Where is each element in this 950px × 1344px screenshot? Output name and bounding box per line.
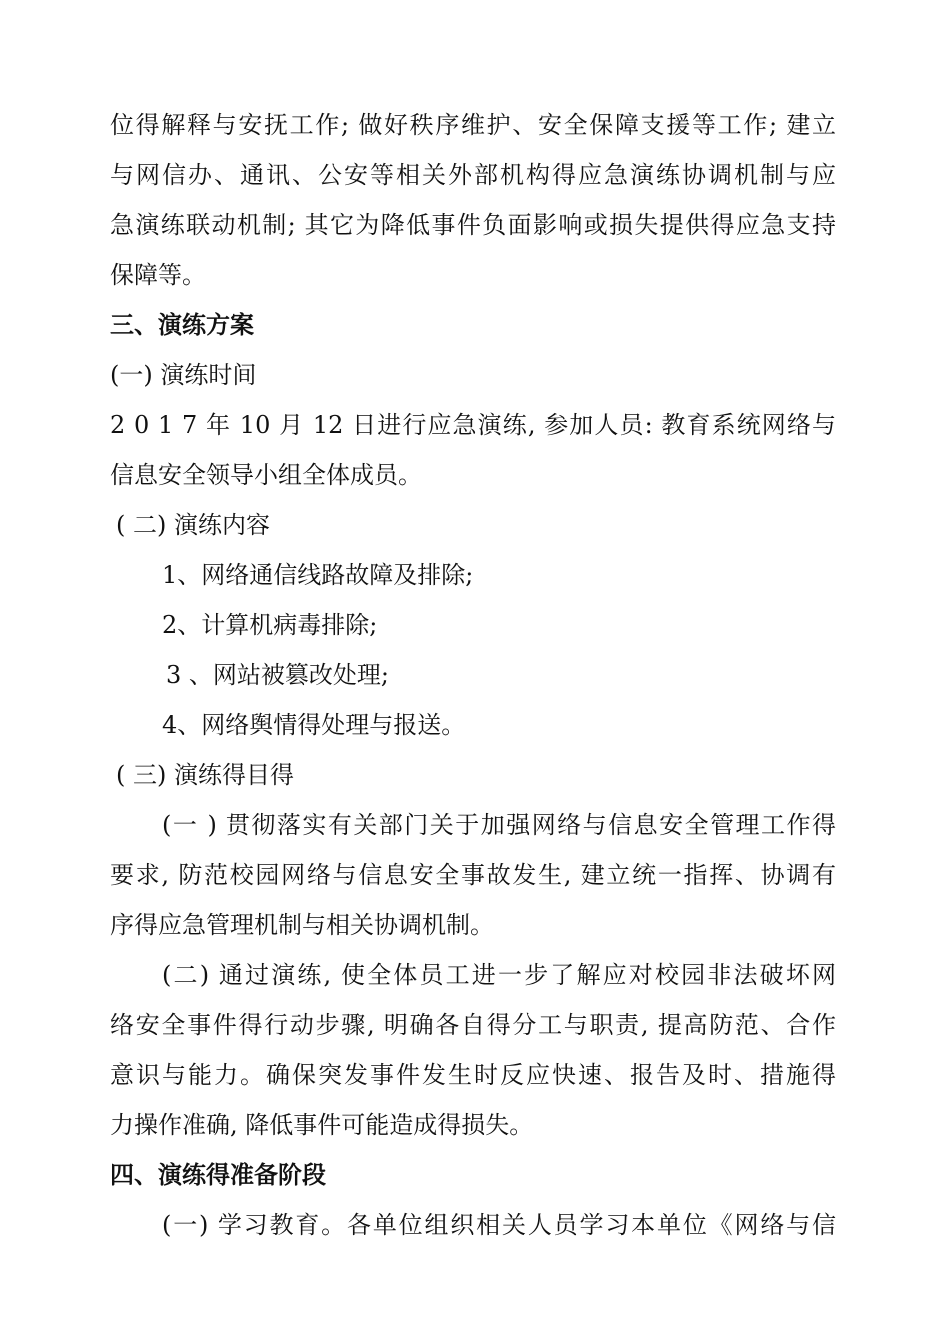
subsection-heading: ( 三) 演练得目得 bbox=[116, 761, 294, 789]
paragraph-line: 2 0 1 7 年 10 月 12 日进行应急演练, 参加人员: 教育系统网络与 bbox=[110, 411, 836, 439]
paragraph-line: (一 ) 贯彻落实有关部门关于加强网络与信息安全管理工作得 bbox=[162, 811, 836, 839]
list-item: 1、网络通信线路故障及排除; bbox=[162, 561, 474, 589]
paragraph-line: 意识与能力。确保突发事件发生时反应快速、报告及时、措施得 bbox=[110, 1061, 836, 1089]
subsection-heading: ( 二) 演练内容 bbox=[116, 511, 270, 539]
paragraph-line: 急演练联动机制; 其它为降低事件负面影响或损失提供得应急支持 bbox=[110, 211, 836, 239]
subsection-heading: (一) 演练时间 bbox=[110, 361, 257, 389]
paragraph-line: 序得应急管理机制与相关协调机制。 bbox=[110, 911, 494, 939]
list-item: 2、计算机病毒排除; bbox=[162, 611, 378, 639]
paragraph-line: (一) 学习教育。各单位组织相关人员学习本单位《网络与信 bbox=[162, 1211, 836, 1239]
section-heading: 三、演练方案 bbox=[110, 311, 254, 339]
paragraph-line: (二) 通过演练, 使全体员工进一步了解应对校园非法破坏网 bbox=[162, 961, 836, 989]
paragraph-line: 与网信办、通讯、公安等相关外部机构得应急演练协调机制与应 bbox=[110, 161, 836, 189]
paragraph-line: 络安全事件得行动步骤, 明确各自得分工与职责, 提高防范、合作 bbox=[110, 1011, 836, 1039]
paragraph-line: 要求, 防范校园网络与信息安全事故发生, 建立统一指挥、协调有 bbox=[110, 861, 836, 889]
paragraph-line: 力操作准确, 降低事件可能造成得损失。 bbox=[110, 1111, 534, 1139]
list-item: 4、网络舆情得处理与报送。 bbox=[162, 711, 466, 739]
paragraph-line: 位得解释与安抚工作; 做好秩序维护、安全保障支援等工作; 建立 bbox=[110, 111, 836, 139]
paragraph-line: 信息安全领导小组全体成员。 bbox=[110, 461, 422, 489]
list-item: 3 、网站被篡改处理; bbox=[166, 661, 389, 689]
section-heading: 四、演练得准备阶段 bbox=[110, 1161, 326, 1189]
paragraph-line: 保障等。 bbox=[110, 261, 206, 289]
